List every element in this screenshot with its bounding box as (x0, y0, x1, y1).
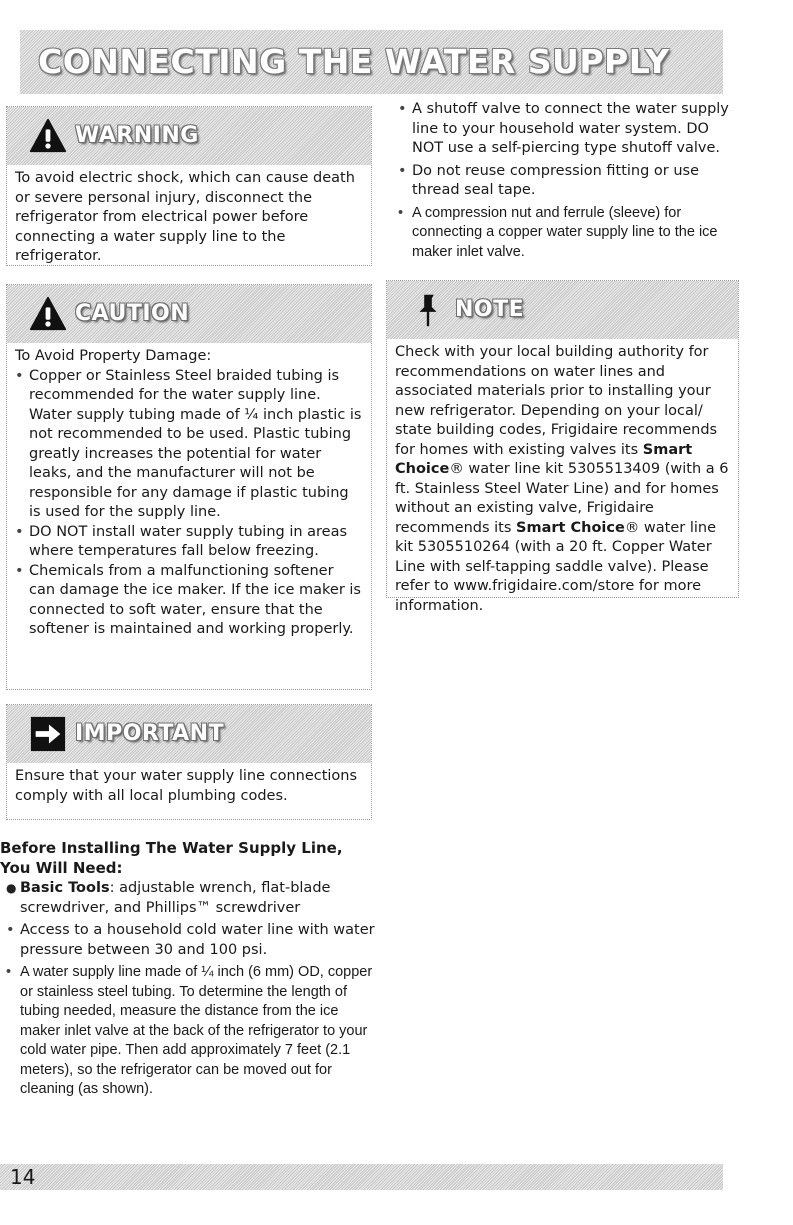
important-text: Ensure that your water supply line connections comply with all local plumbing codes. (15, 768, 358, 804)
caution-box (6, 284, 372, 690)
brand-name: Smart Choice (395, 441, 693, 477)
caution-icon (29, 295, 67, 333)
requirement-item: • A water supply line made of ¼ inch (6 mm) OD, copper or stainless steel tubing. To determine the length of tubing needed, measure the distance from the ice maker inlet valve at the back of the refrigerator to your cold water pipe. Then add approximately 7 feet (2.1 meters), so the refrigerator can be moved out for cleaning (as shown). (6, 963, 376, 1100)
before-installing-heading: Before Installing The Water Supply Line, You Will Need: (0, 839, 343, 877)
warning-icon (29, 117, 67, 155)
important-box (6, 704, 372, 820)
caution-item: • Chemicals from a malfunctioning softener can damage the ice maker. If the ice maker is connected to soft water, ensure that the softener is maintained and working properly. (15, 562, 363, 640)
page-footer (0, 1164, 723, 1190)
requirement-item: • A compression nut and ferrule (sleeve) for connecting a copper water supply line to the ice maker inlet valve. (398, 204, 738, 263)
warning-header (7, 107, 371, 165)
note-text-part: ® water line kit 5305510264 (with a 20 ft. Copper Water Line with self-tapping saddle valve). Please refer to www.frigidaire.com/store for more information. (395, 519, 717, 614)
caution-header (7, 285, 371, 343)
note-header (387, 281, 738, 339)
page-title: CONNECTING THE WATER SUPPLY (38, 42, 670, 81)
note-text (395, 343, 730, 616)
basic-tools-text: : adjustable wrench, flat-blade screwdriver, and Phillips™ screwdriver (20, 880, 331, 916)
caution-list (15, 367, 363, 640)
warning-box (6, 106, 372, 266)
warning-label: WARNING (75, 123, 199, 148)
tools-list (6, 879, 376, 1103)
page-number: 14 (10, 1165, 36, 1189)
title-bar (20, 30, 723, 94)
requirement-item: • Do not reuse compression fitting or use thread seal tape. (398, 162, 738, 201)
important-header (7, 705, 371, 763)
basic-tools-label: Basic Tools (20, 880, 110, 896)
note-label: NOTE (455, 297, 525, 322)
note-box (386, 280, 739, 614)
basic-tools-item (6, 879, 376, 918)
arrow-right-icon (29, 715, 67, 753)
caution-item: • Copper or Stainless Steel braided tubing is recommended for the water supply line. Water supply tubing made of ¼ inch plastic is not recommended to be used. Plastic tubing greatly increases the potential for water leaks, and the manufacturer will not be responsible for any damage if plastic tubing is used for the supply line. (15, 367, 363, 523)
note-text-part: Check with your local building authority for recommendations on water lines and associated materials prior to installing your new refrigerator. Depending on your local/ state building codes, Frigidaire recommends for homes with existing valves its (395, 344, 718, 458)
caution-item: • DO NOT install water supply tubing in areas where temperatures fall below freezing. (15, 523, 363, 562)
caution-intro: To Avoid Property Damage: (15, 348, 212, 364)
caution-label: CAUTION (75, 301, 190, 326)
requirement-item: • Access to a household cold water line with water pressure between 30 and 100 psi. (6, 921, 376, 960)
note-text-part: ® water line kit 5305513409 (with a 6 ft. Stainless Steel Water Line) and for homes without an existing valve, Frigidaire recommends its (395, 461, 729, 536)
right-requirements-list (398, 100, 738, 262)
warning-text: To avoid electric shock, which can cause death or severe personal injury, disconnect the refrigerator from electrical power before connecting a water supply line to the refrigerator. (15, 170, 355, 264)
brand-name: Smart Choice (516, 519, 625, 536)
requirement-item: • A shutoff valve to connect the water supply line to your household water system. DO NOT use a self-piercing type shutoff valve. (398, 100, 738, 159)
important-label: IMPORTANT (75, 721, 225, 746)
pushpin-icon (409, 291, 447, 329)
